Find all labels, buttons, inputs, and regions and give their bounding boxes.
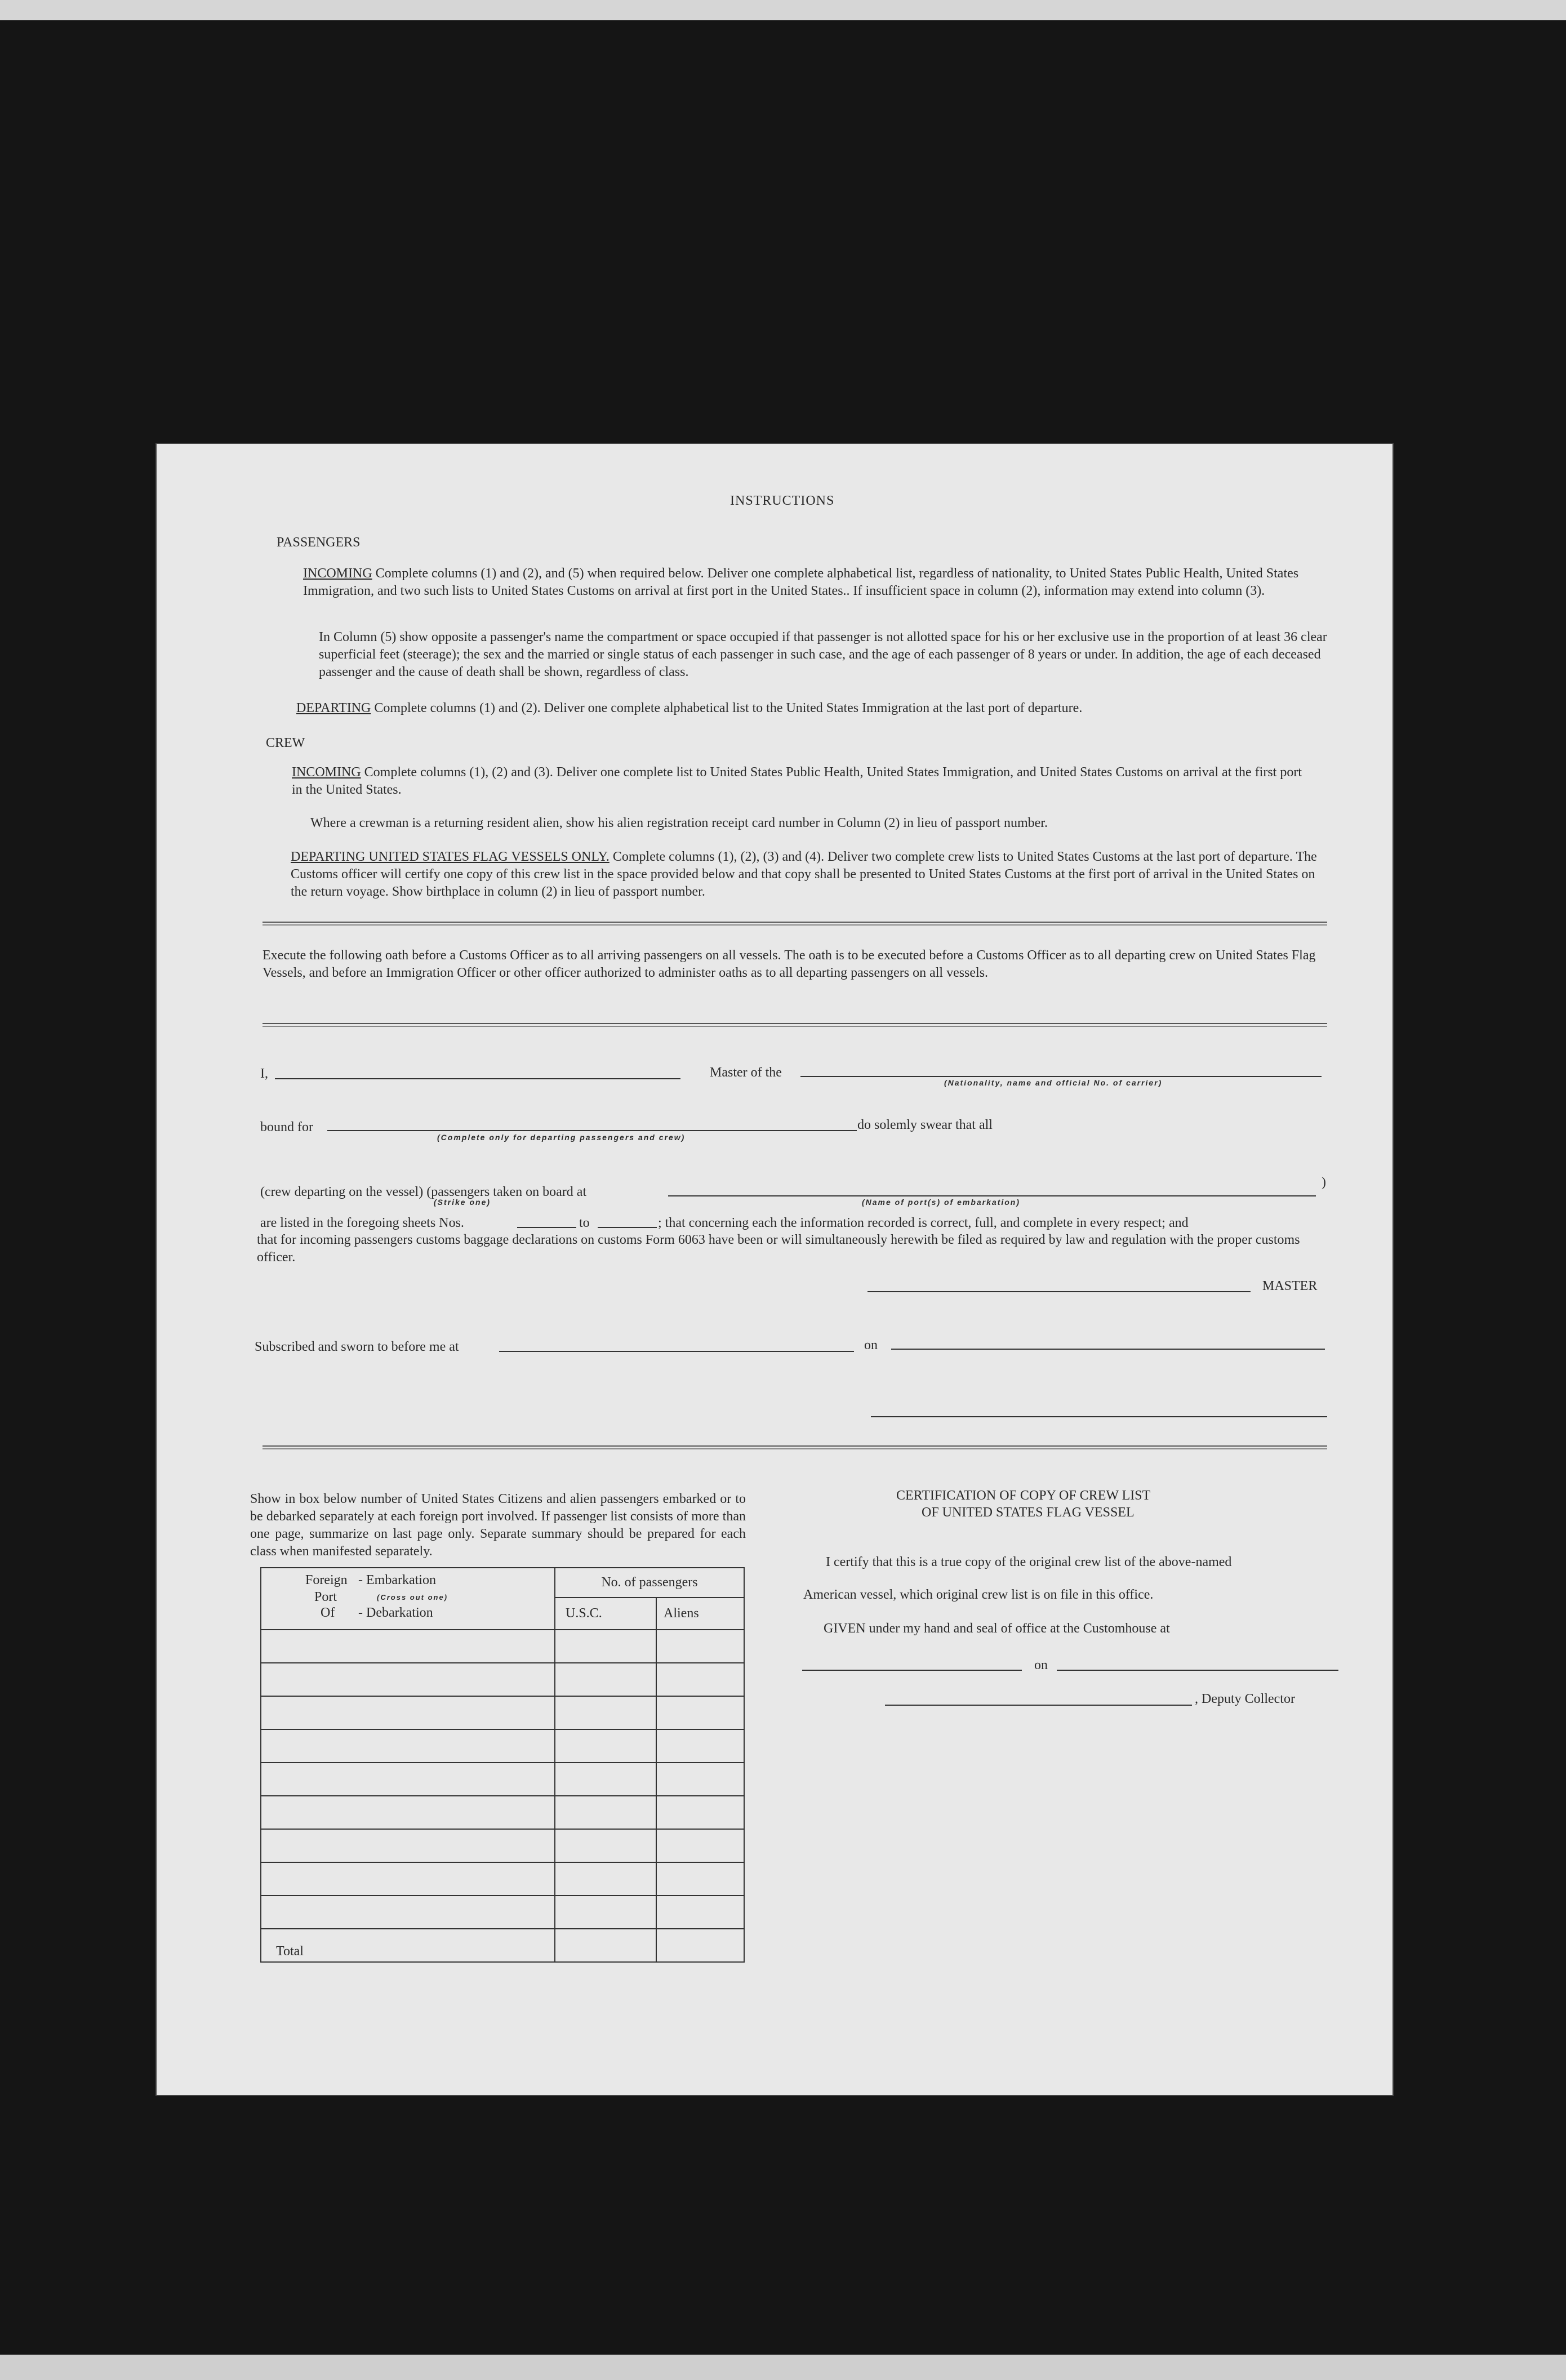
usc-cell[interactable]	[555, 1763, 656, 1796]
embarkation-port-line[interactable]	[668, 1195, 1316, 1196]
flag-vessels-label: DEPARTING UNITED STATES FLAG VESSELS ONLY.	[291, 849, 610, 864]
given-text: GIVEN under my hand and seal of office at the Customhouse at	[824, 1621, 1170, 1636]
passengers-incoming-label: INCOMING	[303, 566, 372, 581]
scan-border-bottom	[0, 2355, 1566, 2380]
port-cell[interactable]	[261, 1729, 555, 1763]
passengers-incoming-paragraph	[303, 565, 1323, 600]
table-row	[261, 1630, 744, 1663]
port-caption: (Name of port(s) of embarkation)	[862, 1198, 1021, 1207]
aliens-cell[interactable]	[656, 1763, 744, 1796]
deputy-signature-line[interactable]	[885, 1705, 1192, 1706]
usc-cell[interactable]	[555, 1896, 656, 1929]
bound-for-label: bound for	[260, 1120, 313, 1135]
bound-caption: (Complete only for departing passengers and crew)	[437, 1133, 686, 1142]
table-row	[261, 1896, 744, 1929]
aliens-cell[interactable]	[656, 1862, 744, 1896]
listed-suffix: ; that concerning each the information recorded is correct, full, and complete in every respect; and	[658, 1216, 1189, 1230]
master-signature-line[interactable]	[867, 1291, 1251, 1292]
certify-line-2: American vessel, which original crew list is on file in this office.	[803, 1587, 1154, 1602]
of-label: Of	[321, 1605, 335, 1620]
summary-instructions: Show in box below number of United States Citizens and alien passengers embarked or to be debarked separately at each foreign port involved. If passenger list consists of more than one page, summarize on last page only. Separate summary should be prepared for each class when manifested separately.	[250, 1492, 746, 1559]
aliens-header: Aliens	[656, 1598, 744, 1630]
carrier-line[interactable]	[800, 1076, 1322, 1077]
aliens-cell[interactable]	[656, 1630, 744, 1663]
sheet-to-line[interactable]	[598, 1227, 657, 1228]
aliens-cell[interactable]	[656, 1796, 744, 1829]
officer-signature-line[interactable]	[871, 1416, 1327, 1417]
close-paren: )	[1322, 1175, 1326, 1190]
passengers-incoming-text: Complete columns (1) and (2), and (5) when required below. Deliver one complete alphabetical list, regardless of nationality, to United States Public Health, United States Immigration, and two such lists to United States Customs on arrival at first port in the United States.. If insufficient space in column (2), information may extend into column (3).	[303, 566, 1299, 598]
listed-prefix: are listed in the foregoing sheets Nos.	[260, 1216, 464, 1230]
passengers-departing-paragraph	[296, 700, 1327, 717]
table-row	[261, 1829, 744, 1862]
table-row	[261, 1729, 744, 1763]
total-label: Total	[261, 1929, 555, 1962]
aliens-cell[interactable]	[656, 1829, 744, 1862]
section-divider	[263, 922, 1327, 926]
deputy-collector-label: , Deputy Collector	[1195, 1692, 1295, 1706]
subscribed-on-label: on	[864, 1338, 878, 1353]
subscribed-place-line[interactable]	[499, 1351, 854, 1352]
table-row	[261, 1696, 744, 1729]
swear-label: do solemly swear that all	[857, 1118, 993, 1132]
destination-line[interactable]	[327, 1130, 857, 1131]
aliens-cell[interactable]	[656, 1896, 744, 1929]
foreign-label: Foreign	[305, 1573, 348, 1587]
subscribed-label: Subscribed and sworn to before me at	[255, 1340, 459, 1354]
usc-cell[interactable]	[555, 1862, 656, 1896]
table-row	[261, 1862, 744, 1896]
crew-incoming-paragraph	[292, 764, 1306, 799]
usc-total-cell[interactable]	[555, 1929, 656, 1962]
crew-incoming-label: INCOMING	[292, 765, 361, 780]
usc-cell[interactable]	[555, 1829, 656, 1862]
usc-cell[interactable]	[555, 1630, 656, 1663]
oath-intro: Execute the following oath before a Customs Officer as to all arriving passengers on all vessels. The oath is to be executed before a Customs Officer as to all departing crew on United States Flag Vessels, and before an Immigration Officer or other officer authorized to administer oaths as to all departing passengers on all vessels.	[263, 948, 1316, 980]
port-cell[interactable]	[261, 1862, 555, 1896]
oath-i-label: I,	[260, 1066, 268, 1081]
port-cell[interactable]	[261, 1630, 555, 1663]
customhouse-place-line[interactable]	[802, 1670, 1022, 1671]
document-page	[155, 443, 1394, 2096]
certify-line-1: I certify that this is a true copy of the original crew list of the above-named	[826, 1555, 1232, 1569]
passengers-header: No. of passengers	[555, 1568, 744, 1598]
aliens-cell[interactable]	[656, 1729, 744, 1763]
section-divider	[263, 1023, 1327, 1027]
debarkation-label: - Debarkation	[358, 1605, 433, 1620]
total-row	[261, 1929, 744, 1962]
passengers-departing-text: Complete columns (1) and (2). Deliver one complete alphabetical list to the United States Immigration at the last port of departure.	[374, 701, 1083, 715]
port-cell[interactable]	[261, 1696, 555, 1729]
port-cell[interactable]	[261, 1829, 555, 1862]
certification-on-label: on	[1034, 1658, 1048, 1672]
passenger-summary-table	[260, 1567, 745, 1963]
port-cell[interactable]	[261, 1896, 555, 1929]
port-header-cell	[261, 1568, 555, 1630]
usc-cell[interactable]	[555, 1729, 656, 1763]
column5-paragraph: In Column (5) show opposite a passenger's name the compartment or space occupied if that passenger is not allotted space for his or her exclusive use in the proportion of at least 36 clear superficial feet (steerage); the sex and the married or single status of each passenger in such case, and the age of each passenger of 8 years or under. In addition, the age of each deceased passenger and the cause of death shall be shown, regardless of class.	[319, 630, 1327, 679]
passengers-departing-label: DEPARTING	[296, 701, 371, 715]
usc-cell[interactable]	[555, 1696, 656, 1729]
to-label: to	[579, 1216, 590, 1230]
flag-vessels-text: Complete columns (1), (2), (3) and (4). Deliver two complete crew lists to United States Customs at the last port of departure. The Customs officer will certify one copy of this crew list in the space provided below and that copy shall be presented to United States Customs at the first port of arrival in the United States on the return voyage. Show birthplace in column (2) in lieu of passport number.	[291, 849, 1317, 899]
section-divider	[263, 1445, 1327, 1449]
listed-continuation: that for incoming passengers customs baggage declarations on customs Form 6063 have been or will simultaneously herewith be filed as required by law and regulation with the proper customs officer.	[257, 1233, 1300, 1265]
master-name-line[interactable]	[275, 1078, 680, 1079]
usc-cell[interactable]	[555, 1663, 656, 1696]
port-cell[interactable]	[261, 1763, 555, 1796]
strike-caption: (Strike one)	[434, 1198, 491, 1207]
subscribed-date-line[interactable]	[891, 1349, 1325, 1350]
crew-heading: CREW	[266, 736, 305, 750]
master-of-label: Master of the	[710, 1065, 782, 1080]
certification-date-line[interactable]	[1057, 1670, 1338, 1671]
aliens-cell[interactable]	[656, 1663, 744, 1696]
crew-departing-label: (crew departing on the vessel) (passengers taken on board at	[260, 1185, 587, 1199]
crew-incoming-text: Complete columns (1), (2) and (3). Deliver one complete list to United States Public Health, United States Immigration, and United States Customs on arrival at the first port in the United States.	[292, 765, 1302, 797]
cross-caption: (Cross out one)	[377, 1593, 448, 1602]
port-cell[interactable]	[261, 1796, 555, 1829]
usc-cell[interactable]	[555, 1796, 656, 1829]
nationality-caption: (Nationality, name and official No. of carrier)	[944, 1078, 1163, 1087]
master-label: MASTER	[1262, 1279, 1318, 1293]
passengers-heading: PASSENGERS	[277, 535, 361, 550]
crewman-paragraph: Where a crewman is a returning resident alien, show his alien registration receipt card number in Column (2) in lieu of passport number.	[310, 816, 1048, 830]
table-row	[261, 1763, 744, 1796]
aliens-total-cell[interactable]	[656, 1929, 744, 1962]
certification-heading-1: CERTIFICATION OF COPY OF CREW LIST	[896, 1488, 1151, 1503]
table-row	[261, 1796, 744, 1829]
scan-border-top	[0, 0, 1566, 20]
embarkation-label: - Embarkation	[358, 1573, 436, 1587]
aliens-cell[interactable]	[656, 1696, 744, 1729]
table-row	[261, 1663, 744, 1696]
port-label: Port	[314, 1590, 337, 1604]
instructions-title: INSTRUCTIONS	[730, 493, 835, 508]
flag-vessels-paragraph	[291, 848, 1322, 901]
sheet-from-line[interactable]	[517, 1227, 576, 1228]
port-cell[interactable]	[261, 1663, 555, 1696]
certification-heading-2: OF UNITED STATES FLAG VESSEL	[922, 1505, 1135, 1520]
usc-header: U.S.C.	[555, 1598, 656, 1630]
